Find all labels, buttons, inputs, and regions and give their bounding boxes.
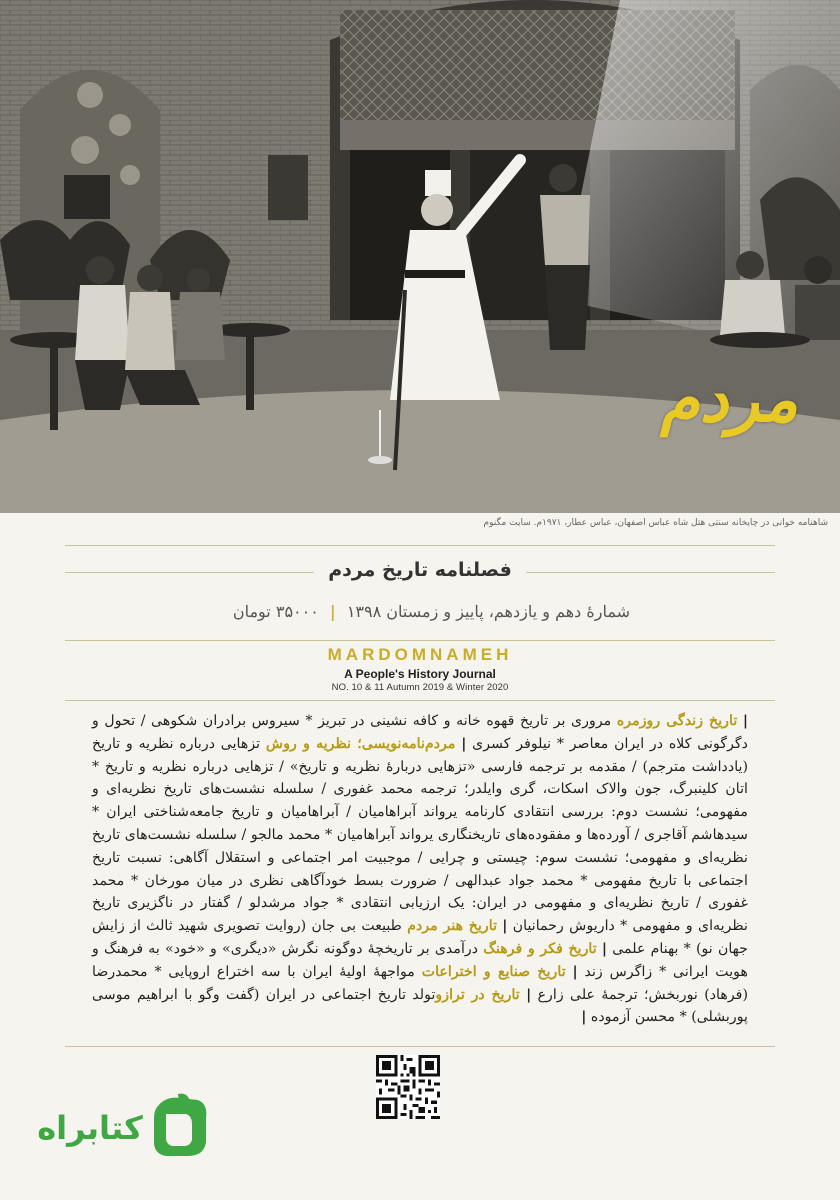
bottom-rule [65, 1046, 775, 1047]
mid-rule [65, 640, 775, 641]
section-everyday-life-items: مروری بر تاریخ قهوه خانه و کافه نشینی در تبریز * سیروس برادران شکوهی / تحول و دگرگونی کلاه در ایران معاصر * نیلوفر کسری [92, 713, 748, 752]
cover-photo [0, 0, 840, 513]
subtitle-en: A People's History Journal [344, 667, 496, 681]
photo-caption: شاهنامه خوانی در چایخانه سنتی هتل شاه عباس اصفهان، عباس عطار، ۱۹۷۱م. سایت مگنوم [483, 518, 828, 528]
section-divider: | [502, 918, 508, 935]
section-divider: | [581, 1009, 587, 1026]
issue-en: NO. 10 & 11 Autumn 2019 & Winter 2020 [331, 682, 509, 693]
section-history-balance-items: تولد تاریخ اجتماعی در ایران (گفت وگو با ابراهیم موسی پوربشلی) * محسن آزموده [92, 986, 748, 1026]
qr-code-icon[interactable] [376, 1055, 440, 1119]
masthead-logo: مردم [660, 362, 798, 437]
section-divider: | [526, 986, 532, 1003]
section-divider: | [572, 963, 578, 980]
english-title-block [300, 645, 540, 693]
section-everyday-life: تاریخ زندگی روزمره [616, 713, 738, 729]
section-art-history: تاریخ هنر مردم [407, 918, 498, 935]
section-industry-inventions: تاریخ صنایع و اختراعات [421, 963, 566, 980]
top-rule [65, 545, 775, 546]
issue-number: شمارهٔ دهم و یازدهم، پاییز و زمستان ۱۳۹۸ [346, 602, 630, 621]
journal-title: فصلنامه تاریخ مردم [0, 559, 840, 581]
issue-line [233, 602, 630, 621]
section-industry-inventions-items: مواجههٔ اولیهٔ ایران با سه اختراع اروپایی * محمدرضا (فرهاد) نوربخش؛ ترجمهٔ علی زارع [92, 963, 748, 1003]
section-theory-method-items: تزهایی درباره نظریه و تاریخ (یادداشت مترجم) / مقدمه بر ترجمه فارسی «تزهایی دربارهٔ نظریه و تاریخ» / تزهایی درباره نظریه و تاریخ * اتان کلینبرگ، جون والاک اسکات، گری وایلدر؛ ترجمه محمد غفوری / سلسله نشست‌های تاریخ نظریه‌ای و مفهومی؛ نشست دوم: بررسی انتقادی کارنامه یرواند آبراهامیان / آبراهامیان و تاریخ جامعه‌شناختی ایران * سیدهاشم آقاجری / آورده‌ها و مفقوده‌های تاریخنگاری یرواند آبراهامیان * محمد مالجو / سلسله نشست‌های تاریخ نظریه‌ای و مفهومی؛ نشست سوم: چیستی و چرایی / موجبیت امر اجتماعی و استقلال آگاهی: نسبت تاریخ اجتماعی با تاریخ مفهومی * محمد جواد عبدالهی / ضرورت بسط خودآگاهی نظری در میان مورخان * محمد غفوری / تاریخ نظریه‌ای و مفهومی در ایران: یک ارزیابی انتقادی * جواد مرشدلو / گفتار در ناگزیری تاریخ نظریه‌ای و مفهومی * داریوش رحمانیان [92, 735, 748, 935]
section-theory-method: مردم‌نامه‌نویسی؛ نظریه و روش [265, 735, 456, 752]
contents-top-rule [65, 700, 775, 701]
section-art-history-items: طبیعت بی جان (روایت تصویری شهید ثالث از زایش جهان نو) * بهنام علمی [92, 918, 748, 957]
title-en: MARDOMNAMEH [327, 645, 513, 664]
section-divider: | [601, 940, 608, 957]
section-thought-culture: تاریخ فکر و فرهنگ [483, 940, 597, 957]
section-divider: | [461, 735, 467, 752]
section-divider: | [742, 713, 749, 729]
section-history-balance: تاریخ در ترازو [435, 986, 520, 1003]
section-thought-culture-items: درآمدی بر تاریخچهٔ دوگونه نگرش «دیگری» و «خود» به فرهنگ و هویت ایرانی * زاگرس زند [92, 940, 748, 980]
price: ۳۵۰۰۰ تومان [232, 602, 319, 621]
table-of-contents [92, 710, 748, 1029]
issue-separator: | [329, 602, 336, 621]
publisher-name: کتابراه [37, 1109, 143, 1147]
